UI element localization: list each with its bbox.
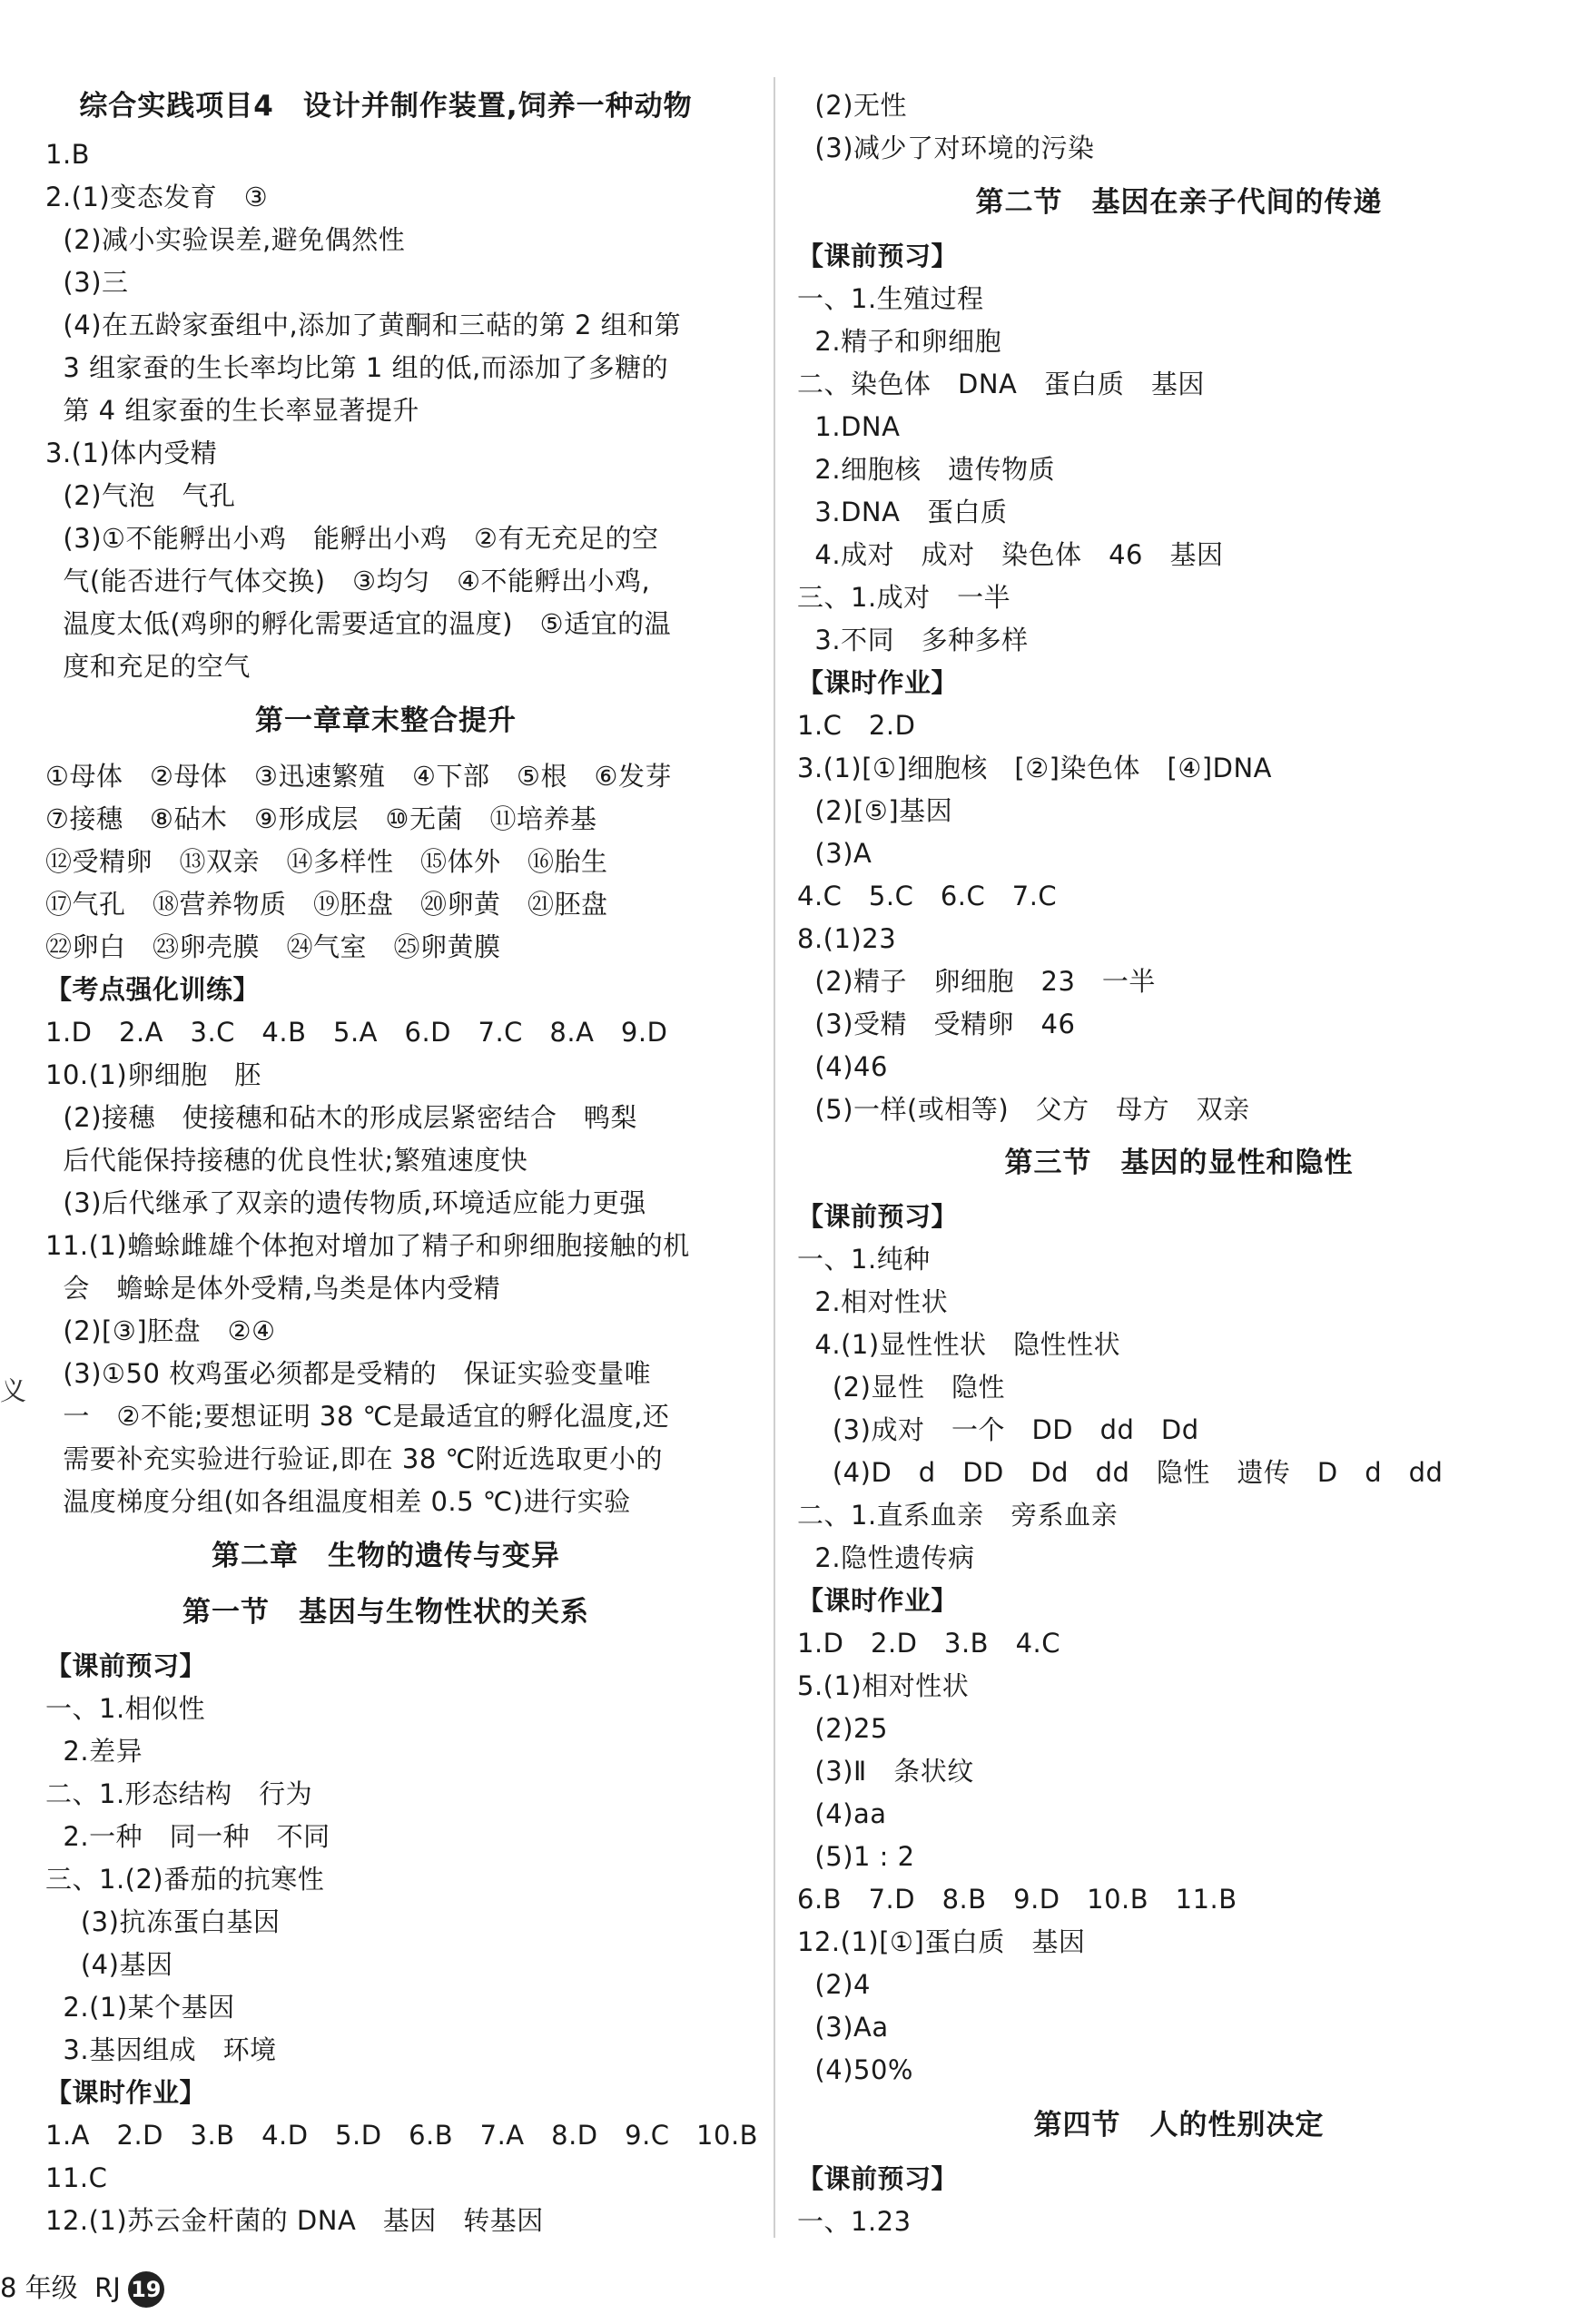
answer-line: (2)气泡 气孔 xyxy=(45,480,236,511)
answer-line: 三、1.成对 一半 xyxy=(797,582,1011,613)
answer-line: 2.(1)某个基因 xyxy=(45,1992,235,2023)
answer-line: 1.D 2.A 3.C 4.B 5.A 6.D 7.C 8.A 9.D xyxy=(45,1017,668,1048)
answer-line: (5)1 : 2 xyxy=(797,1841,915,1872)
answer-line: 一、1.纯种 xyxy=(797,1244,931,1275)
edge-character: 义 xyxy=(0,1375,27,1406)
answer-line: ①母体 ②母体 ③迅速繁殖 ④下部 ⑤根 ⑥发芽 xyxy=(45,761,672,792)
answer-line: (2)[⑤]基因 xyxy=(797,795,953,826)
answer-line: (3)Aa xyxy=(797,2012,889,2043)
page-footer xyxy=(0,2268,164,2308)
answer-line: 二、1.直系血亲 旁系血亲 xyxy=(797,1500,1119,1531)
answer-line: (3)Ⅱ 条状纹 xyxy=(797,1756,974,1787)
page-number-badge: 19 xyxy=(128,2271,164,2308)
column-divider xyxy=(774,77,775,2238)
answer-line: ⑰气孔 ⑱营养物质 ⑲胚盘 ⑳卵黄 ㉑胚盘 xyxy=(45,889,608,920)
answer-line: 一 ②不能;要想证明 38 ℃是最适宜的孵化温度,还 xyxy=(45,1401,670,1432)
answer-line: (4)50% xyxy=(797,2054,913,2085)
answer-line: ㉒卵白 ㉓卵壳膜 ㉔气室 ㉕卵黄膜 xyxy=(45,931,501,962)
answer-line: 12.(1)[①]蛋白质 基因 xyxy=(797,1926,1086,1957)
grade-label: 8 年级 xyxy=(0,2272,78,2303)
subsection-tag: 【课前预习】 xyxy=(797,1201,959,1232)
answer-line: 二、染色体 DNA 蛋白质 基因 xyxy=(797,369,1205,399)
answer-line: 1.C 2.D xyxy=(797,710,916,741)
answer-line: 5.(1)相对性状 xyxy=(797,1670,970,1701)
answer-line: (3)三 xyxy=(45,267,129,298)
answer-line: 4.成对 成对 染色体 46 基因 xyxy=(797,539,1224,570)
answer-line: (3)抗冻蛋白基因 xyxy=(45,1906,281,1937)
section-heading: 第一章章末整合提升 xyxy=(255,704,517,737)
answer-line: (2)25 xyxy=(797,1713,888,1744)
answer-line: 一、1.23 xyxy=(797,2206,912,2237)
answer-line: 3.基因组成 环境 xyxy=(45,2034,277,2065)
answer-line: 11.C xyxy=(45,2162,108,2193)
subsection-tag: 【课时作业】 xyxy=(45,2077,207,2108)
answer-line: (4)D d DD Dd dd 隐性 遗传 D d dd xyxy=(797,1457,1444,1488)
section-heading: 综合实践项目4 设计并制作装置,饲养一种动物 xyxy=(79,90,693,123)
answer-line: 8.(1)23 xyxy=(797,923,897,954)
section-heading: 第二章 生物的遗传与变异 xyxy=(212,1540,560,1572)
answer-line: (2)[③]胚盘 ②④ xyxy=(45,1315,276,1346)
answer-line: (5)一样(或相等) 父方 母方 双亲 xyxy=(797,1094,1250,1125)
answer-line: 2.一种 同一种 不同 xyxy=(45,1821,330,1852)
answer-line: 2.隐性遗传病 xyxy=(797,1542,975,1573)
answer-line: 2.相对性状 xyxy=(797,1286,949,1317)
answer-line: 温度太低(鸡卵的孵化需要适宜的温度) ⑤适宜的温 xyxy=(45,608,672,639)
answer-line: (3)A xyxy=(797,838,872,869)
answer-line: 一、1.相似性 xyxy=(45,1693,206,1724)
answer-line: 1.D 2.D 3.B 4.C xyxy=(797,1628,1060,1659)
answer-line: 10.(1)卵细胞 胚 xyxy=(45,1059,261,1090)
answer-line: 二、1.形态结构 行为 xyxy=(45,1778,313,1809)
answer-line: (2)显性 隐性 xyxy=(797,1372,1005,1403)
answer-line: 后代能保持接穗的优良性状;繁殖速度快 xyxy=(45,1145,528,1176)
answer-line: (3)受精 受精卵 46 xyxy=(797,1009,1076,1039)
answer-line: 1.B xyxy=(45,139,91,170)
answer-line: 2.精子和卵细胞 xyxy=(797,326,1002,357)
answer-line: (3)后代继承了双亲的遗传物质,环境适应能力更强 xyxy=(45,1187,646,1218)
answer-line: 3.DNA 蛋白质 xyxy=(797,497,1008,527)
section-heading: 第一节 基因与生物性状的关系 xyxy=(182,1596,589,1629)
answer-line: (2)精子 卵细胞 23 一半 xyxy=(797,966,1156,997)
answer-line: (3)成对 一个 DD dd Dd xyxy=(797,1414,1199,1445)
answer-line: 3.(1)体内受精 xyxy=(45,438,218,468)
answer-line: 4.(1)显性性状 隐性性状 xyxy=(797,1329,1121,1360)
answer-line: (4)46 xyxy=(797,1051,888,1082)
answer-line: (3)减少了对环境的污染 xyxy=(797,133,1095,163)
answer-line: 需要补充实验进行验证,即在 38 ℃附近选取更小的 xyxy=(45,1443,664,1474)
answer-line: 温度梯度分组(如各组温度相差 0.5 ℃)进行实验 xyxy=(45,1486,631,1517)
answer-line: 6.B 7.D 8.B 9.D 10.B 11.B xyxy=(797,1884,1237,1915)
answer-line: 3 组家蚕的生长率均比第 1 组的低,而添加了多糖的 xyxy=(45,352,669,383)
edition-label: RJ xyxy=(94,2272,121,2303)
section-heading: 第三节 基因的显性和隐性 xyxy=(1004,1147,1354,1179)
subsection-tag: 【课前预习】 xyxy=(797,241,959,271)
answer-line: (2)无性 xyxy=(797,90,908,121)
answer-line: (4)在五龄家蚕组中,添加了黄酮和三萜的第 2 组和第 xyxy=(45,310,682,340)
answer-line: 3.不同 多种多样 xyxy=(797,625,1029,655)
subsection-tag: 【考点强化训练】 xyxy=(45,974,261,1005)
answer-line: 4.C 5.C 6.C 7.C xyxy=(797,881,1058,911)
answer-line: (2)接穗 使接穗和砧木的形成层紧密结合 鸭梨 xyxy=(45,1102,638,1133)
section-heading: 第二节 基因在亲子代间的传递 xyxy=(975,186,1383,219)
answer-line: (2)减小实验误差,避免偶然性 xyxy=(45,224,406,255)
answer-line: 第 4 组家蚕的生长率显著提升 xyxy=(45,395,419,426)
answer-line: 2.(1)变态发育 ③ xyxy=(45,182,269,212)
subsection-tag: 【课前预习】 xyxy=(45,1650,207,1681)
answer-line: ⑦接穗 ⑧砧木 ⑨形成层 ⑩无菌 ⑪培养基 xyxy=(45,803,597,834)
answer-line: (4)aa xyxy=(797,1798,887,1829)
answer-line: 度和充足的空气 xyxy=(45,651,251,682)
answer-line: (4)基因 xyxy=(45,1949,173,1980)
answer-line: 会 蟾蜍是体外受精,鸟类是体内受精 xyxy=(45,1273,501,1304)
answer-line: (3)①50 枚鸡蛋必须都是受精的 保证实验变量唯 xyxy=(45,1358,652,1389)
subsection-tag: 【课时作业】 xyxy=(797,1585,959,1616)
subsection-tag: 【课时作业】 xyxy=(797,667,959,698)
answer-line: 气(能否进行气体交换) ③均匀 ④不能孵出小鸡, xyxy=(45,566,651,596)
subsection-tag: 【课前预习】 xyxy=(797,2163,959,2194)
answer-line: 一、1.生殖过程 xyxy=(797,283,984,314)
answer-line: 2.细胞核 遗传物质 xyxy=(797,454,1056,485)
answer-line: 1.A 2.D 3.B 4.D 5.D 6.B 7.A 8.D 9.C 10.B xyxy=(45,2120,759,2151)
answer-line: 12.(1)苏云金杆菌的 DNA 基因 转基因 xyxy=(45,2205,544,2236)
answer-line: 2.差异 xyxy=(45,1736,143,1767)
answer-line: (3)①不能孵出小鸡 能孵出小鸡 ②有无充足的空 xyxy=(45,523,659,554)
answer-line: (2)4 xyxy=(797,1969,871,2000)
answer-line: 3.(1)[①]细胞核 [②]染色体 [④]DNA xyxy=(797,753,1272,783)
section-heading: 第四节 人的性别决定 xyxy=(1033,2109,1325,2142)
answer-line: 三、1.(2)番茄的抗寒性 xyxy=(45,1864,325,1895)
answer-line: 11.(1)蟾蜍雌雄个体抱对增加了精子和卵细胞接触的机 xyxy=(45,1230,690,1261)
answer-line: 1.DNA xyxy=(797,411,901,442)
answer-line: ⑫受精卵 ⑬双亲 ⑭多样性 ⑮体外 ⑯胎生 xyxy=(45,846,608,877)
